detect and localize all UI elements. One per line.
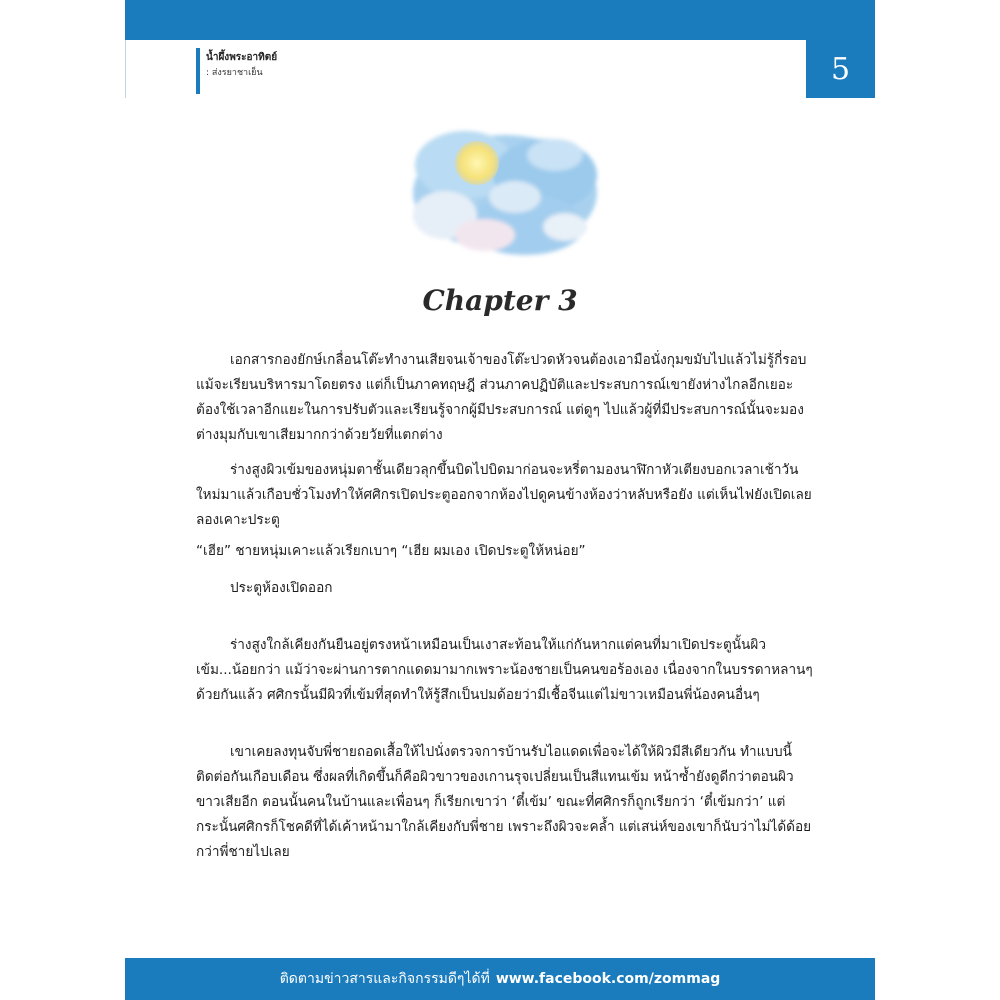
page-number: 5: [806, 40, 875, 98]
book-title: น้ำผึ้งพระอาทิตย์: [206, 52, 278, 63]
author-line: : ส่งรยาชาเย็น: [206, 68, 263, 78]
paragraph: ร่างสูงใกล้เคียงกันยืนอยู่ตรงหน้าเหมือนเป็นเงาสะท้อนให้แก่กันหากแต่คนที่มาเปิดประตูนั้นผิวเข้ม...น้อยกว่า แม้ว่าจะผ่านการตากแดดมามากเพราะน้องชายเป็นคนขอร้องเอง เนื่องจากในบรรดาหลานๆ ด้วยกันแล้ว ศศิกรนั้นมีผิวที่เข้มที่สุดทำให้รู้สึกเป็นปมด้อยว่ามีเชื้อจีนแต่ไม่ขาวเหมือนพี่น้องคนอื่นๆ: [196, 637, 813, 703]
sun-shape: [455, 141, 499, 185]
paragraph: ประตูห้องเปิดออก: [230, 580, 333, 596]
footer-banner: [125, 958, 875, 1000]
chapter-body: [196, 348, 818, 865]
paragraph: เอกสารกองยักษ์เกลื่อนโต๊ะทำงานเสียจนเจ้าของโต๊ะปวดหัวจนต้องเอามือนั่งกุมขมับไปแล้วไม่รู้กี่รอบ แม้จะเรียนบริหารมาโดยตรง แต่ก็เป็นภาคทฤษฎี ส่วนภาคปฏิบัติและประสบการณ์เขายังห่างไกลอีกเยอะ ต้องใช้เวลาอีกแยะในการปรับตัวและเรียนรู้จากผู้มีประสบการณ์ แต่ดูๆ ไปแล้วผู้ที่มีประสบการณ์นั้นจะมองต่างมุมกับเขาเสียมากกว่าด้วยวัยที่แตกต่าง: [196, 352, 807, 443]
chapter-title: Chapter 3: [422, 284, 578, 317]
top-banner: [125, 0, 875, 40]
footer-text: ติดตามข่าวสารและกิจกรรมดีๆได้ที่: [279, 971, 490, 987]
running-header: [196, 48, 277, 94]
watercolor-sun-cloud-illustration: [405, 115, 605, 265]
paragraph: “เฮีย” ชายหนุ่มเคาะแล้วเรียกเบาๆ “เฮีย ผมเอง เปิดประตูให้หน่อย”: [196, 543, 586, 559]
paragraph: เขาเคยลงทุนจับพี่ชายถอดเสื้อให้ไปนั่งตรวจการบ้านรับไอแดดเพื่อจะได้ให้ผิวมีสีเดียวกัน ทำแบบนี้ติดต่อกันเกือบเดือน ซึ่งผลที่เกิดขึ้นก็คือผิวขาวของเกานรุจเปลี่ยนเป็นสีแทนเข้ม หน้าซ้ำยังดูดีกว่าตอนผิวขาวเสียอีก ตอนนั้นคนในบ้านและเพื่อนๆ ก็เรียกเขาว่า ‘ตี๋เข้ม’ ขณะที่ศศิกรก็ถูกเรียกว่า ‘ตี๋เข้มกว่า’ แต่กระนั้นศศิกรก็โชคดีที่ได้เค้าหน้ามาใกล้เคียงกับพี่ชาย เพราะถึงผิวจะคล้ำ แต่เสน่ห์ของเขาก็นับว่าไม่ได้ด้อยกว่าพี่ชายไปเลย: [196, 744, 812, 860]
paragraph: ร่างสูงผิวเข้มของหนุ่มตาชั้นเดียวลุกขึ้นบิดไปบิดมาก่อนจะหรี่ตามองนาฬิกาหัวเตียงบอกเวลาเช้าวันใหม่มาแล้วเกือบชั่วโมงทำให้ศศิกรเปิดประตูออกจากห้องไปดูคนข้างห้องว่าหลับหรือยัง แต่เห็นไฟยังเปิดเลยลองเคาะประตู: [196, 462, 812, 528]
header-divider: [125, 40, 126, 98]
footer-link[interactable]: www.facebook.com/zommag: [495, 971, 721, 987]
